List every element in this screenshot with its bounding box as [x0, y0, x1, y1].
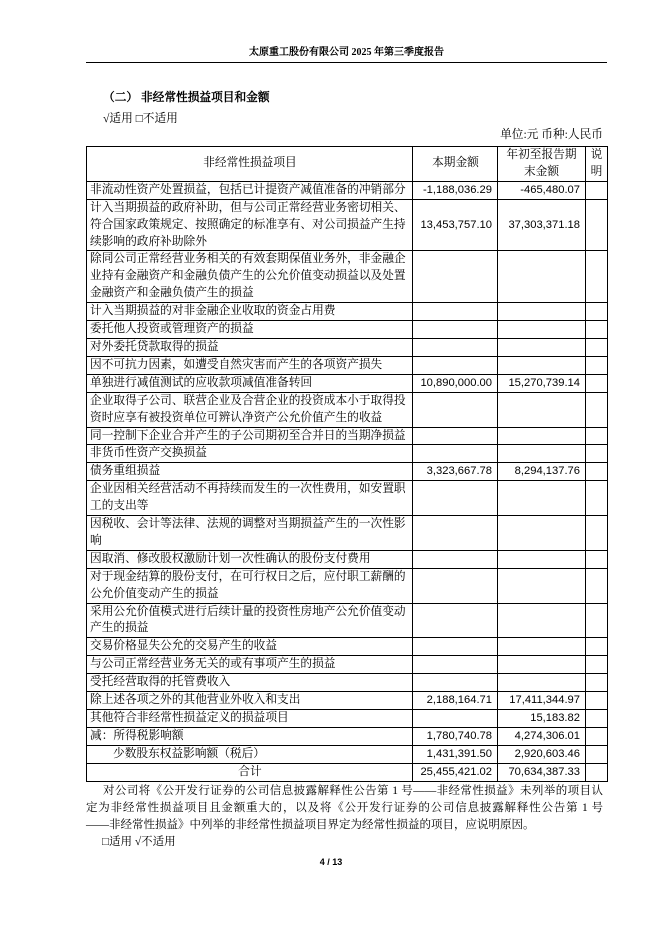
current-amount	[413, 710, 498, 728]
ytd-amount: 15,270,739.14	[498, 374, 586, 392]
column-header-note: 说明	[586, 147, 608, 182]
item-label: 因取消、修改股权激励计划一次性确认的股份支付费用	[87, 550, 413, 568]
ytd-amount: 37,303,371.18	[498, 199, 586, 251]
table-row	[87, 550, 608, 568]
ytd-amount	[498, 516, 586, 551]
current-amount	[413, 392, 498, 427]
table-row	[87, 392, 608, 427]
table-row	[87, 303, 608, 321]
ytd-amount	[498, 321, 586, 339]
item-label: 受托经营取得的托管费收入	[87, 674, 413, 692]
total-current-amount: 25,455,421.02	[413, 763, 498, 781]
ytd-amount	[498, 656, 586, 674]
currency-unit: 单位:元 币种:人民币	[500, 128, 603, 141]
ytd-amount	[498, 603, 586, 638]
current-amount: 3,323,667.78	[413, 463, 498, 481]
table-row	[87, 181, 608, 199]
ytd-amount	[498, 392, 586, 427]
ytd-amount: 2,920,603.46	[498, 745, 586, 763]
item-label: 非货币性资产交换损益	[87, 445, 413, 463]
current-amount	[413, 638, 498, 656]
footnote-line: ——非经常性损益》中列举的非经常性损益项目界定为经常性损益的项目，应说明原因。	[86, 819, 535, 831]
note-cell	[586, 603, 608, 638]
table-row	[87, 603, 608, 638]
current-amount	[413, 338, 498, 356]
ytd-amount: 4,274,306.01	[498, 727, 586, 745]
table-row	[87, 727, 608, 745]
table-header-row	[87, 147, 608, 182]
total-ytd-amount: 70,634,387.33	[498, 763, 586, 781]
ytd-amount	[498, 481, 586, 516]
note-cell	[586, 568, 608, 603]
applicability-options: √适用 □不适用	[103, 112, 178, 125]
item-label: 少数股东权益影响额（税后）	[87, 745, 413, 763]
ytd-amount	[498, 303, 586, 321]
ytd-amount	[498, 568, 586, 603]
note-cell	[586, 516, 608, 551]
ytd-amount: 8,294,137.76	[498, 463, 586, 481]
item-label: 对外委托贷款取得的损益	[87, 338, 413, 356]
column-header-current: 本期金额	[413, 147, 498, 182]
ytd-amount	[498, 356, 586, 374]
footnote	[86, 783, 607, 851]
ytd-amount	[498, 427, 586, 445]
table-row	[87, 445, 608, 463]
note-cell	[586, 321, 608, 339]
current-amount	[413, 481, 498, 516]
table-row	[87, 516, 608, 551]
item-label: 计入当期损益的政府补助，但与公司正常经营业务密切相关、符合国家政策规定、按照确定的标准享有、对公司损益产生持续影响的政府补助除外	[87, 199, 413, 251]
item-label: 非流动性资产处置损益，包括已计提资产减值准备的冲销部分	[87, 181, 413, 199]
current-amount	[413, 603, 498, 638]
current-amount	[413, 656, 498, 674]
note-cell	[586, 251, 608, 303]
footnote-line: 对公司将《公开发行证券的公司信息披露解释性公告第 1 号——非经常性损益》未列举的项目认	[103, 785, 603, 797]
note-cell	[586, 745, 608, 763]
ytd-amount	[498, 638, 586, 656]
ytd-amount: -465,480.07	[498, 181, 586, 199]
table-row	[87, 356, 608, 374]
total-label: 合计	[87, 763, 413, 781]
table-row	[87, 463, 608, 481]
table-row	[87, 427, 608, 445]
current-amount	[413, 445, 498, 463]
current-amount	[413, 303, 498, 321]
note-cell	[586, 638, 608, 656]
note-cell	[586, 392, 608, 427]
note-cell	[586, 763, 608, 781]
note-cell	[586, 710, 608, 728]
table-row	[87, 338, 608, 356]
note-cell	[586, 374, 608, 392]
current-amount	[413, 550, 498, 568]
footnote-line: 定为非经常性损益项目且金额重大的，以及将《公开发行证券的公司信息披露解释性公告第 1 号	[86, 802, 603, 814]
note-cell	[586, 356, 608, 374]
item-label: 采用公允价值模式进行后续计量的投资性房地产公允价值变动产生的损益	[87, 603, 413, 638]
table-row	[87, 374, 608, 392]
note-cell	[586, 445, 608, 463]
note-cell	[586, 692, 608, 710]
page-number: 4 / 13	[319, 857, 343, 867]
current-amount	[413, 516, 498, 551]
current-amount: 10,890,000.00	[413, 374, 498, 392]
table-row	[87, 745, 608, 763]
table-row	[87, 568, 608, 603]
note-cell	[586, 550, 608, 568]
current-amount: 1,431,391.50	[413, 745, 498, 763]
table-row	[87, 710, 608, 728]
item-label: 对于现金结算的股份支付，在可行权日之后，应付职工薪酬的公允价值变动产生的损益	[87, 568, 413, 603]
ytd-amount	[498, 445, 586, 463]
ytd-amount: 15,183.82	[498, 710, 586, 728]
current-amount	[413, 427, 498, 445]
document-header: 太原重工股份有限公司 2025 年第三季度报告	[249, 47, 444, 58]
table-row	[87, 656, 608, 674]
item-label: 委托他人投资或管理资产的损益	[87, 321, 413, 339]
note-cell	[586, 656, 608, 674]
note-cell	[586, 199, 608, 251]
table-row	[87, 692, 608, 710]
table-row	[87, 638, 608, 656]
item-label: 企业取得子公司、联营企业及合营企业的投资成本小于取得投资时应享有被投资单位可辨认净资产公允价值产生的收益	[87, 392, 413, 427]
ytd-amount	[498, 251, 586, 303]
note-cell	[586, 674, 608, 692]
item-label: 交易价格显失公允的交易产生的收益	[87, 638, 413, 656]
item-label: 因税收、会计等法律、法规的调整对当期损益产生的一次性影响	[87, 516, 413, 551]
note-cell	[586, 463, 608, 481]
table-total-row	[87, 763, 608, 781]
ytd-amount	[498, 550, 586, 568]
current-amount	[413, 568, 498, 603]
item-label: 计入当期损益的对非金融企业收取的资金占用费	[87, 303, 413, 321]
note-cell	[586, 481, 608, 516]
item-label: 因不可抗力因素，如遭受自然灾害而产生的各项资产损失	[87, 356, 413, 374]
table-row	[87, 674, 608, 692]
item-label: 同一控制下企业合并产生的子公司期初至合并日的当期净损益	[87, 427, 413, 445]
table-row	[87, 199, 608, 251]
ytd-amount	[498, 674, 586, 692]
item-label: 除同公司正常经营业务相关的有效套期保值业务外，非金融企业持有金融资产和金融负债产生的公允价值变动损益以及处置金融资产和金融负债产生的损益	[87, 251, 413, 303]
header-divider	[86, 62, 607, 63]
table-row	[87, 251, 608, 303]
note-cell	[586, 303, 608, 321]
item-label: 其他符合非经常性损益定义的损益项目	[87, 710, 413, 728]
current-amount: 1,780,740.78	[413, 727, 498, 745]
table-row	[87, 321, 608, 339]
current-amount: -1,188,036.29	[413, 181, 498, 199]
item-label: 减：所得税影响额	[87, 727, 413, 745]
column-header-item: 非经常性损益项目	[87, 147, 413, 182]
note-cell	[586, 181, 608, 199]
item-label: 单独进行减值测试的应收款项减值准备转回	[87, 374, 413, 392]
item-label: 与公司正常经营业务无关的或有事项产生的损益	[87, 656, 413, 674]
current-amount	[413, 321, 498, 339]
current-amount	[413, 356, 498, 374]
current-amount: 2,188,164.71	[413, 692, 498, 710]
item-label: 企业因相关经营活动不再持续而发生的一次性费用，如安置职工的支出等	[87, 481, 413, 516]
note-cell	[586, 727, 608, 745]
note-cell	[586, 427, 608, 445]
current-amount	[413, 674, 498, 692]
note-cell	[586, 338, 608, 356]
column-header-ytd: 年初至报告期末金额	[498, 147, 586, 182]
ytd-amount	[498, 338, 586, 356]
current-amount	[413, 251, 498, 303]
current-amount: 13,453,757.10	[413, 199, 498, 251]
table-row	[87, 481, 608, 516]
section-heading: （二） 非经常性损益项目和金额	[103, 91, 270, 104]
item-label: 除上述各项之外的其他营业外收入和支出	[87, 692, 413, 710]
item-label: 债务重组损益	[87, 463, 413, 481]
non-recurring-items-table	[86, 146, 608, 782]
footnote-applicability: □适用 √不适用	[102, 836, 176, 848]
ytd-amount: 17,411,344.97	[498, 692, 586, 710]
